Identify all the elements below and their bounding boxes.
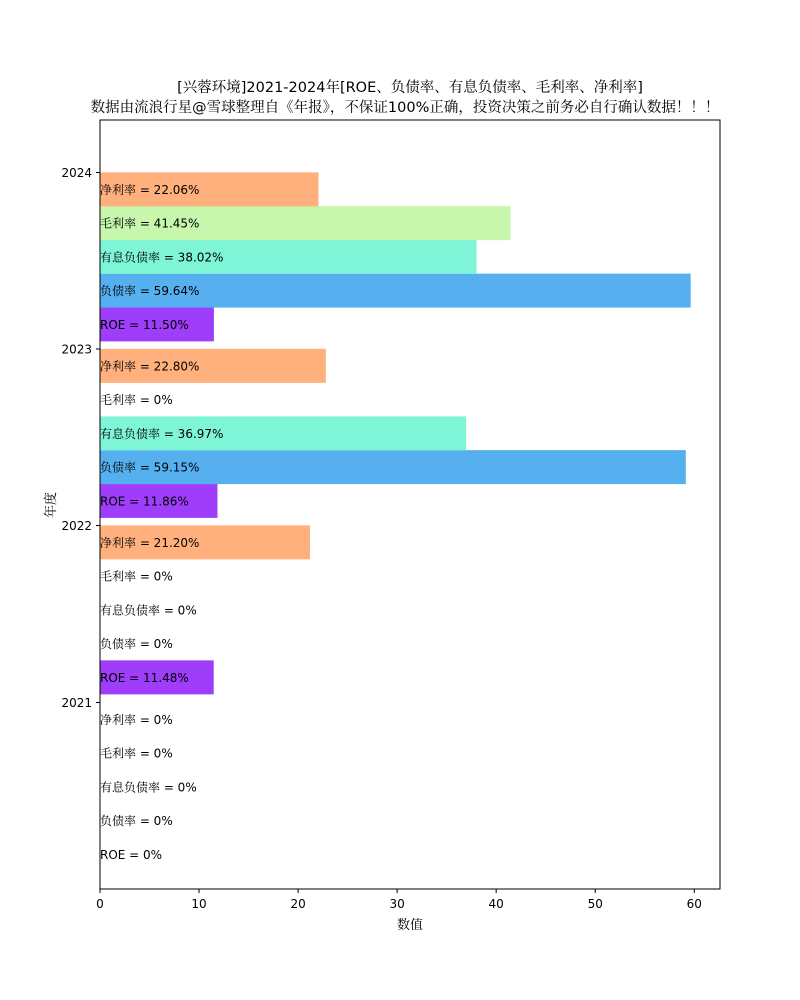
data-label-net-margin-2022: 净利率 = 21.20%: [100, 535, 200, 550]
data-label-interest-debt-ratio-2023: 有息负债率 = 36.97%: [100, 426, 224, 441]
data-label-gross-margin-2022: 毛利率 = 0%: [100, 569, 173, 584]
data-label-roe-2023: ROE = 11.86%: [100, 494, 189, 509]
data-label-debt-ratio-2023: 负债率 = 59.15%: [100, 460, 200, 475]
chart-title: [兴蓉环境]2021-2024年[ROE、负债率、有息负债率、毛利率、净利率]: [177, 80, 643, 96]
data-label-gross-margin-2021: 毛利率 = 0%: [100, 746, 173, 761]
data-label-roe-2024: ROE = 11.50%: [100, 317, 189, 332]
data-label-roe-2021: ROE = 0%: [100, 847, 163, 862]
y-tick-label-2024: 2024: [61, 166, 92, 180]
data-label-debt-ratio-2024: 负债率 = 59.64%: [100, 284, 200, 299]
chart-subtitle: 数据由流浪行星@雪球整理自《年报》，不保证100%正确，投资决策之前务必自行确认数据！！！: [90, 100, 720, 116]
data-label-interest-debt-ratio-2021: 有息负债率 = 0%: [100, 780, 197, 795]
data-label-gross-margin-2024: 毛利率 = 41.45%: [100, 216, 200, 231]
x-tick-label-10: 10: [191, 897, 207, 911]
y-tick-label-2022: 2022: [61, 519, 92, 533]
data-label-debt-ratio-2022: 负债率 = 0%: [100, 637, 173, 652]
x-tick-label-0: 0: [96, 897, 104, 911]
data-label-net-margin-2021: 净利率 = 0%: [100, 712, 173, 727]
data-label-net-margin-2023: 净利率 = 22.80%: [100, 359, 200, 374]
data-label-gross-margin-2023: 毛利率 = 0%: [100, 393, 173, 408]
data-label-debt-ratio-2021: 负债率 = 0%: [100, 814, 173, 829]
x-tick-label-60: 60: [686, 897, 702, 911]
x-tick-label-20: 20: [290, 897, 306, 911]
x-axis-label: 数值: [396, 918, 424, 933]
x-tick-label-30: 30: [389, 897, 405, 911]
x-tick-label-40: 40: [488, 897, 504, 911]
data-label-net-margin-2024: 净利率 = 22.06%: [100, 182, 200, 197]
data-label-roe-2022: ROE = 11.48%: [100, 670, 189, 685]
data-label-interest-debt-ratio-2022: 有息负债率 = 0%: [100, 603, 197, 618]
y-tick-label-2021: 2021: [61, 696, 92, 710]
data-label-interest-debt-ratio-2024: 有息负债率 = 38.02%: [100, 250, 224, 265]
y-tick-label-2023: 2023: [61, 342, 92, 357]
y-axis-label: 年度: [44, 491, 59, 519]
x-tick-label-50: 50: [587, 897, 603, 911]
